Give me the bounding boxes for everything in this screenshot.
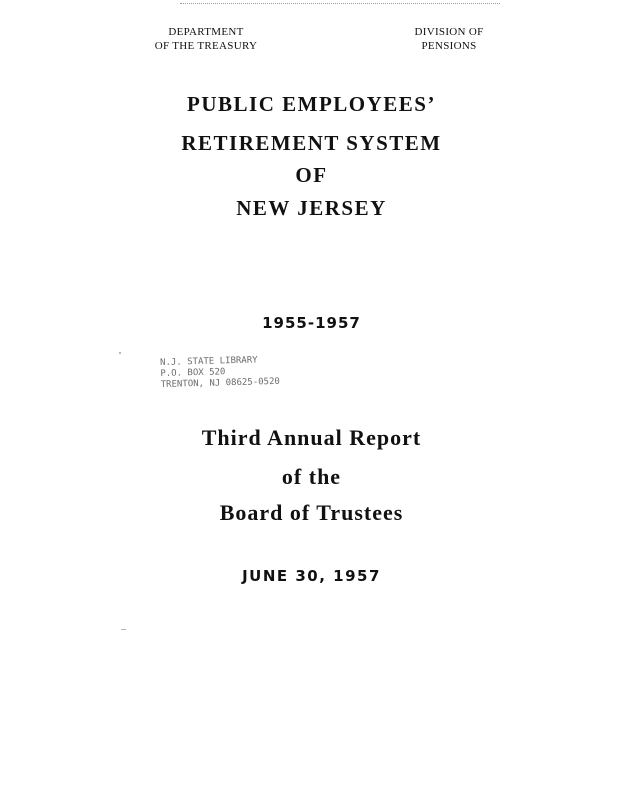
title-line-1: PUBLIC EMPLOYEES’ — [187, 92, 436, 116]
division-line-1: DIVISION OF — [414, 26, 484, 38]
library-stamp — [160, 354, 301, 391]
report-title-line-1: Third Annual Report — [201, 425, 422, 450]
stamp-line-3: TRENTON, NJ 08625-0520 — [160, 376, 281, 390]
title-line-3: OF — [295, 163, 328, 187]
stamp-line-2: P.O. BOX 520 — [160, 367, 226, 379]
title-line-4: NEW JERSEY — [236, 196, 387, 220]
stamp-line-1: N.J. STATE LIBRARY — [160, 355, 258, 368]
report-date: JUNE 30, 1957 — [242, 567, 381, 585]
scan-speck — [121, 629, 126, 630]
top-edge-rule — [180, 3, 500, 4]
report-title-line-3: Board of Trustees — [219, 500, 404, 525]
department-line-2: OF THE TREASURY — [154, 40, 258, 52]
department-line-1: DEPARTMENT — [168, 26, 244, 38]
scan-speck — [119, 352, 121, 354]
title-line-2: RETIREMENT SYSTEM — [181, 131, 442, 155]
division-heading — [404, 25, 494, 53]
report-period: 1955-1957 — [262, 314, 361, 332]
department-heading — [146, 25, 266, 53]
division-line-2: PENSIONS — [421, 40, 477, 52]
report-title-line-2: of the — [281, 464, 342, 489]
